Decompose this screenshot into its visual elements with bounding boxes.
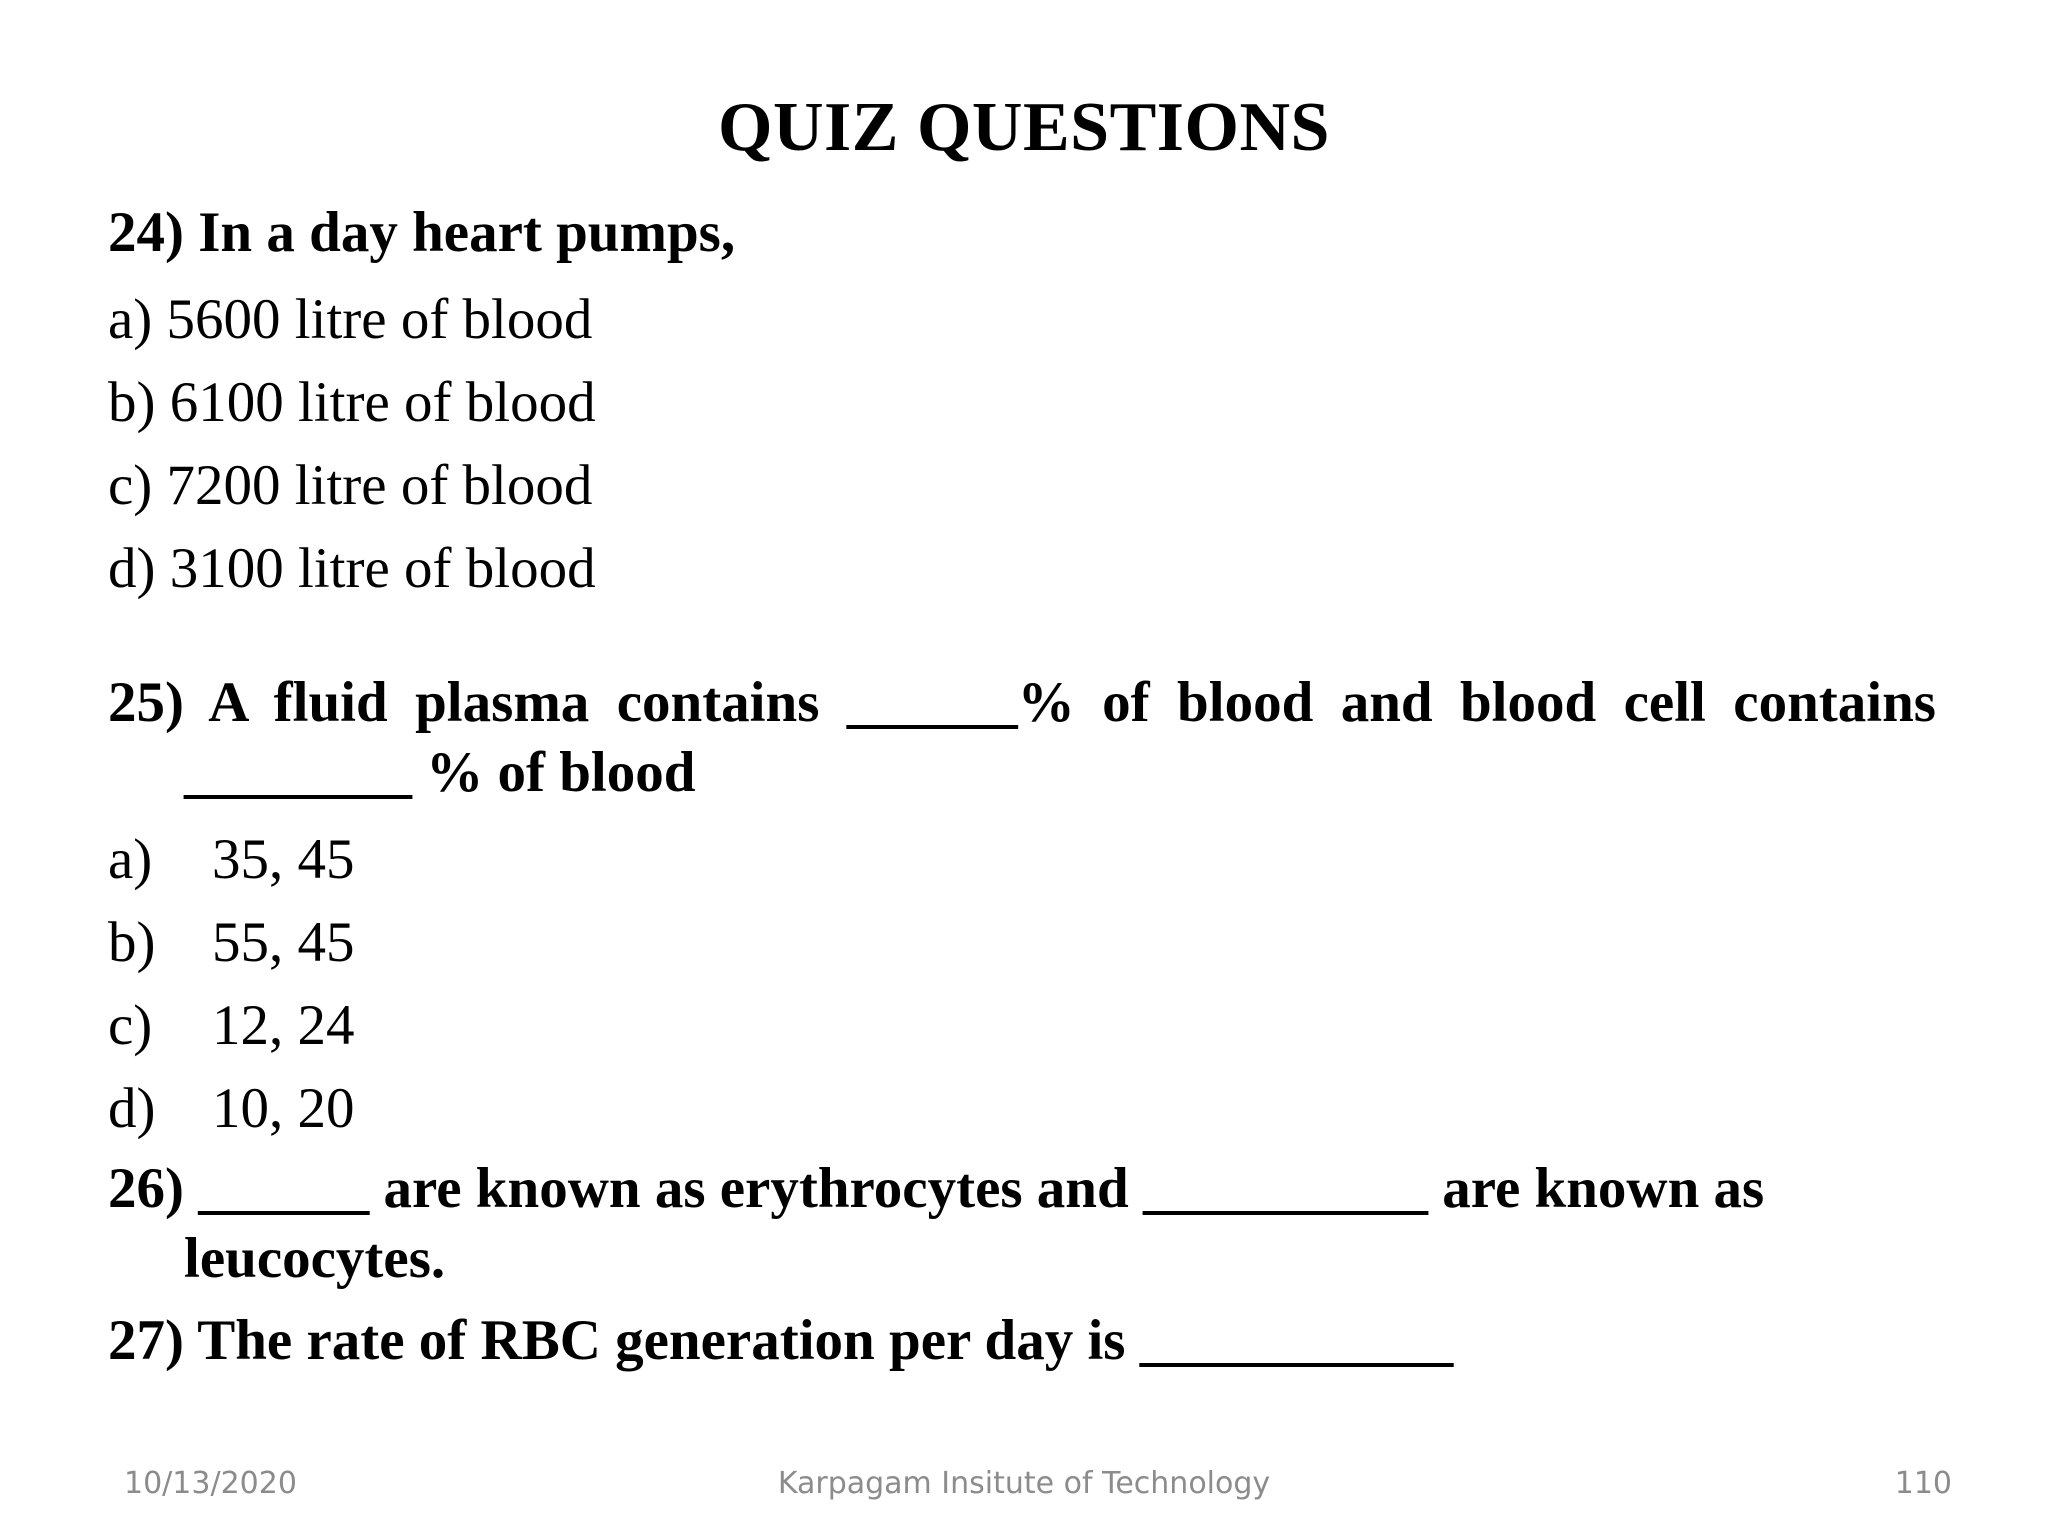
- question-25-option-b: [108, 901, 1936, 984]
- option-text: 35, 45: [212, 828, 355, 891]
- question-27-text: 27) The rate of RBC generation per day is ___________: [108, 1309, 1454, 1372]
- spacer: [108, 610, 1936, 668]
- question-24-options: [108, 278, 1936, 610]
- question-25-option-a: [108, 818, 1936, 901]
- question-26: [108, 1154, 1936, 1294]
- slide-title: QUIZ QUESTIONS: [718, 89, 1330, 166]
- question-27: [108, 1306, 1936, 1376]
- question-26-text-line2: leucocytes.: [184, 1227, 446, 1290]
- footer-page-number: 110: [1894, 1466, 1952, 1501]
- option-letter: c): [108, 994, 153, 1057]
- footer-institution: Karpagam Insitute of Technology: [777, 1466, 1271, 1501]
- option-text: 10, 20: [212, 1077, 355, 1140]
- question-25: [108, 668, 1936, 1150]
- question-24-option-b: b) 6100 litre of blood: [108, 371, 596, 434]
- option-text: 12, 24: [212, 994, 355, 1057]
- question-24-option-a: a) 5600 litre of blood: [108, 288, 593, 351]
- question-25-options: [108, 818, 1936, 1150]
- option-letter: d): [108, 1077, 156, 1140]
- question-26-text-line1: 26) ______ are known as erythrocytes and __________ are known as: [108, 1157, 1765, 1220]
- option-letter: b): [108, 911, 156, 974]
- option-text: 55, 45: [212, 911, 355, 974]
- question-25-option-c: [108, 984, 1936, 1067]
- slide-content: [108, 198, 1936, 1376]
- question-25-text-line2: ________ % of blood: [184, 741, 696, 804]
- footer-date: 10/13/2020: [124, 1466, 297, 1501]
- question-24-option-d: d) 3100 litre of blood: [108, 537, 596, 600]
- question-25-text-line1: 25) A fluid plasma contains ______% of blood and blood cell contains: [108, 671, 1936, 734]
- question-24-text: 24) In a day heart pumps,: [108, 201, 736, 264]
- question-24-option-c: c) 7200 litre of blood: [108, 454, 593, 517]
- option-letter: a): [108, 828, 153, 891]
- question-25-option-d: [108, 1067, 1936, 1150]
- question-24: [108, 198, 1936, 610]
